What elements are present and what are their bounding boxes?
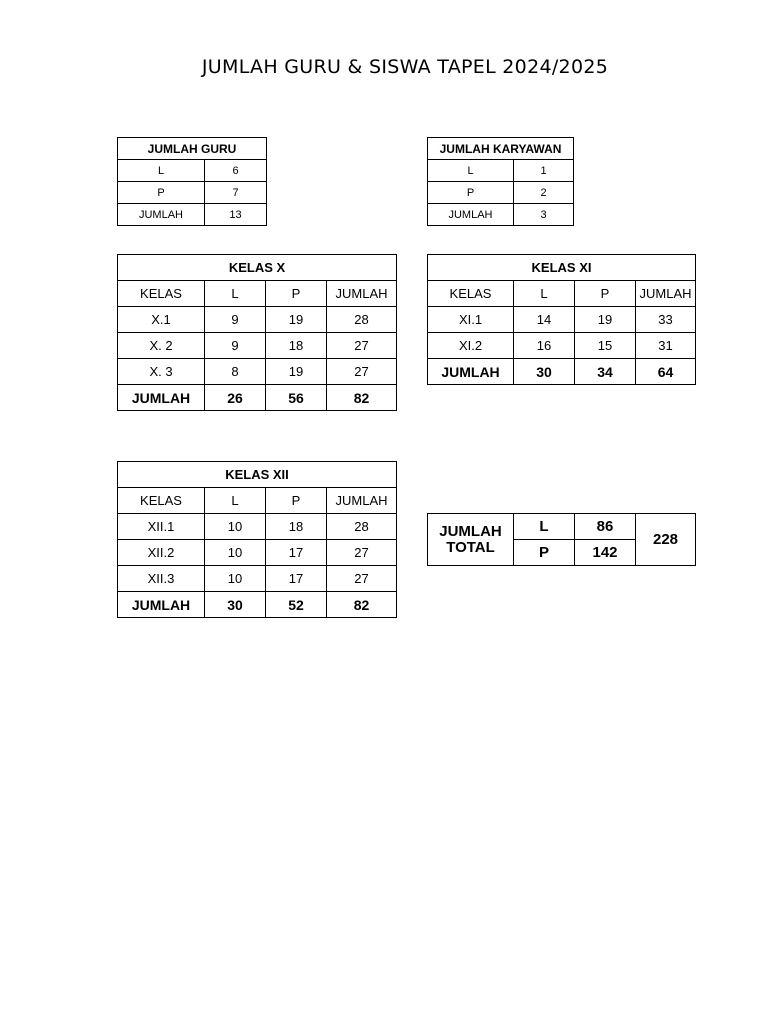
table-row [428,307,696,333]
total-row [428,359,696,385]
table-header: KELAS XI [428,255,696,281]
table-cell: 28 [327,307,397,333]
row-label: L [118,160,205,182]
total-cell: 56 [266,385,327,411]
table-row [118,540,397,566]
table-cell: 16 [514,333,575,359]
table-cell: 19 [575,307,636,333]
l-value: 86 [575,514,636,540]
table-row [428,182,574,204]
table-cell: XI.2 [428,333,514,359]
column-header: L [514,281,575,307]
table-cell: 19 [266,359,327,385]
table-row [428,160,574,182]
row-label: JUMLAH [428,204,514,226]
table-header: JUMLAH KARYAWAN [428,138,574,160]
total-cell: JUMLAH [118,385,205,411]
column-header: KELAS [118,488,205,514]
total-cell: 30 [514,359,575,385]
table-header: KELAS XII [118,462,397,488]
table-row [118,359,397,385]
row-label: P [428,182,514,204]
total-cell: 34 [575,359,636,385]
column-header: JUMLAH [636,281,696,307]
row-label: L [428,160,514,182]
column-header: P [266,488,327,514]
column-header-row [428,281,696,307]
table-row [118,160,267,182]
table-cell: 10 [205,514,266,540]
table-cell: 18 [266,333,327,359]
column-header: KELAS [428,281,514,307]
table-row [428,204,574,226]
table-header: KELAS X [118,255,397,281]
table-cell: XII.2 [118,540,205,566]
row-value: 1 [514,160,574,182]
row-label: P [118,182,205,204]
column-header: JUMLAH [327,488,397,514]
p-value: 142 [575,540,636,566]
table-cell: 31 [636,333,696,359]
total-cell: 26 [205,385,266,411]
table-cell: 10 [205,566,266,592]
table-cell: 18 [266,514,327,540]
table-row [118,204,267,226]
table-row [118,566,397,592]
table-cell: 27 [327,540,397,566]
table-row [428,514,696,540]
table-cell: XII.3 [118,566,205,592]
jumlah-total-table [427,513,696,566]
row-value: 2 [514,182,574,204]
column-header: JUMLAH [327,281,397,307]
label-line: TOTAL [446,538,495,556]
table-row [118,307,397,333]
table-cell: 27 [327,333,397,359]
row-value: 3 [514,204,574,226]
total-cell: 64 [636,359,696,385]
table-cell: 9 [205,333,266,359]
column-header-row [118,488,397,514]
total-cell: 30 [205,592,266,618]
table-cell: X.1 [118,307,205,333]
jumlah-total-label [428,514,514,566]
kelas-xii-table [117,461,397,618]
table-cell: 33 [636,307,696,333]
column-header: P [266,281,327,307]
kelas-xi-table [427,254,696,385]
table-cell: 27 [327,566,397,592]
row-label: JUMLAH [118,204,205,226]
total-row [118,592,397,618]
table-cell: XII.1 [118,514,205,540]
table-row [428,333,696,359]
row-value: 7 [205,182,267,204]
table-cell: 8 [205,359,266,385]
total-cell: 82 [327,592,397,618]
table-cell: 10 [205,540,266,566]
column-header: KELAS [118,281,205,307]
column-header: P [575,281,636,307]
total-cell: 82 [327,385,397,411]
table-cell: 27 [327,359,397,385]
table-cell: X. 2 [118,333,205,359]
table-row [118,514,397,540]
l-label: L [514,514,575,540]
table-cell: X. 3 [118,359,205,385]
table-cell: XI.1 [428,307,514,333]
column-header-row [118,281,397,307]
table-cell: 17 [266,566,327,592]
table-cell: 17 [266,540,327,566]
p-label: P [514,540,575,566]
karyawan-table [427,137,574,226]
total-row [118,385,397,411]
total-cell: JUMLAH [428,359,514,385]
row-value: 13 [205,204,267,226]
column-header: L [205,281,266,307]
kelas-x-table [117,254,397,411]
table-row [118,182,267,204]
grand-total: 228 [636,514,696,566]
table-cell: 14 [514,307,575,333]
total-cell: 52 [266,592,327,618]
table-cell: 28 [327,514,397,540]
table-cell: 9 [205,307,266,333]
table-row [118,333,397,359]
total-cell: JUMLAH [118,592,205,618]
page-title: JUMLAH GURU & SISWA TAPEL 2024/2025 [201,56,609,78]
table-header: JUMLAH GURU [118,138,267,160]
column-header: L [205,488,266,514]
table-cell: 19 [266,307,327,333]
table-cell: 15 [575,333,636,359]
row-value: 6 [205,160,267,182]
guru-table [117,137,267,226]
label-line: JUMLAH [439,522,502,540]
